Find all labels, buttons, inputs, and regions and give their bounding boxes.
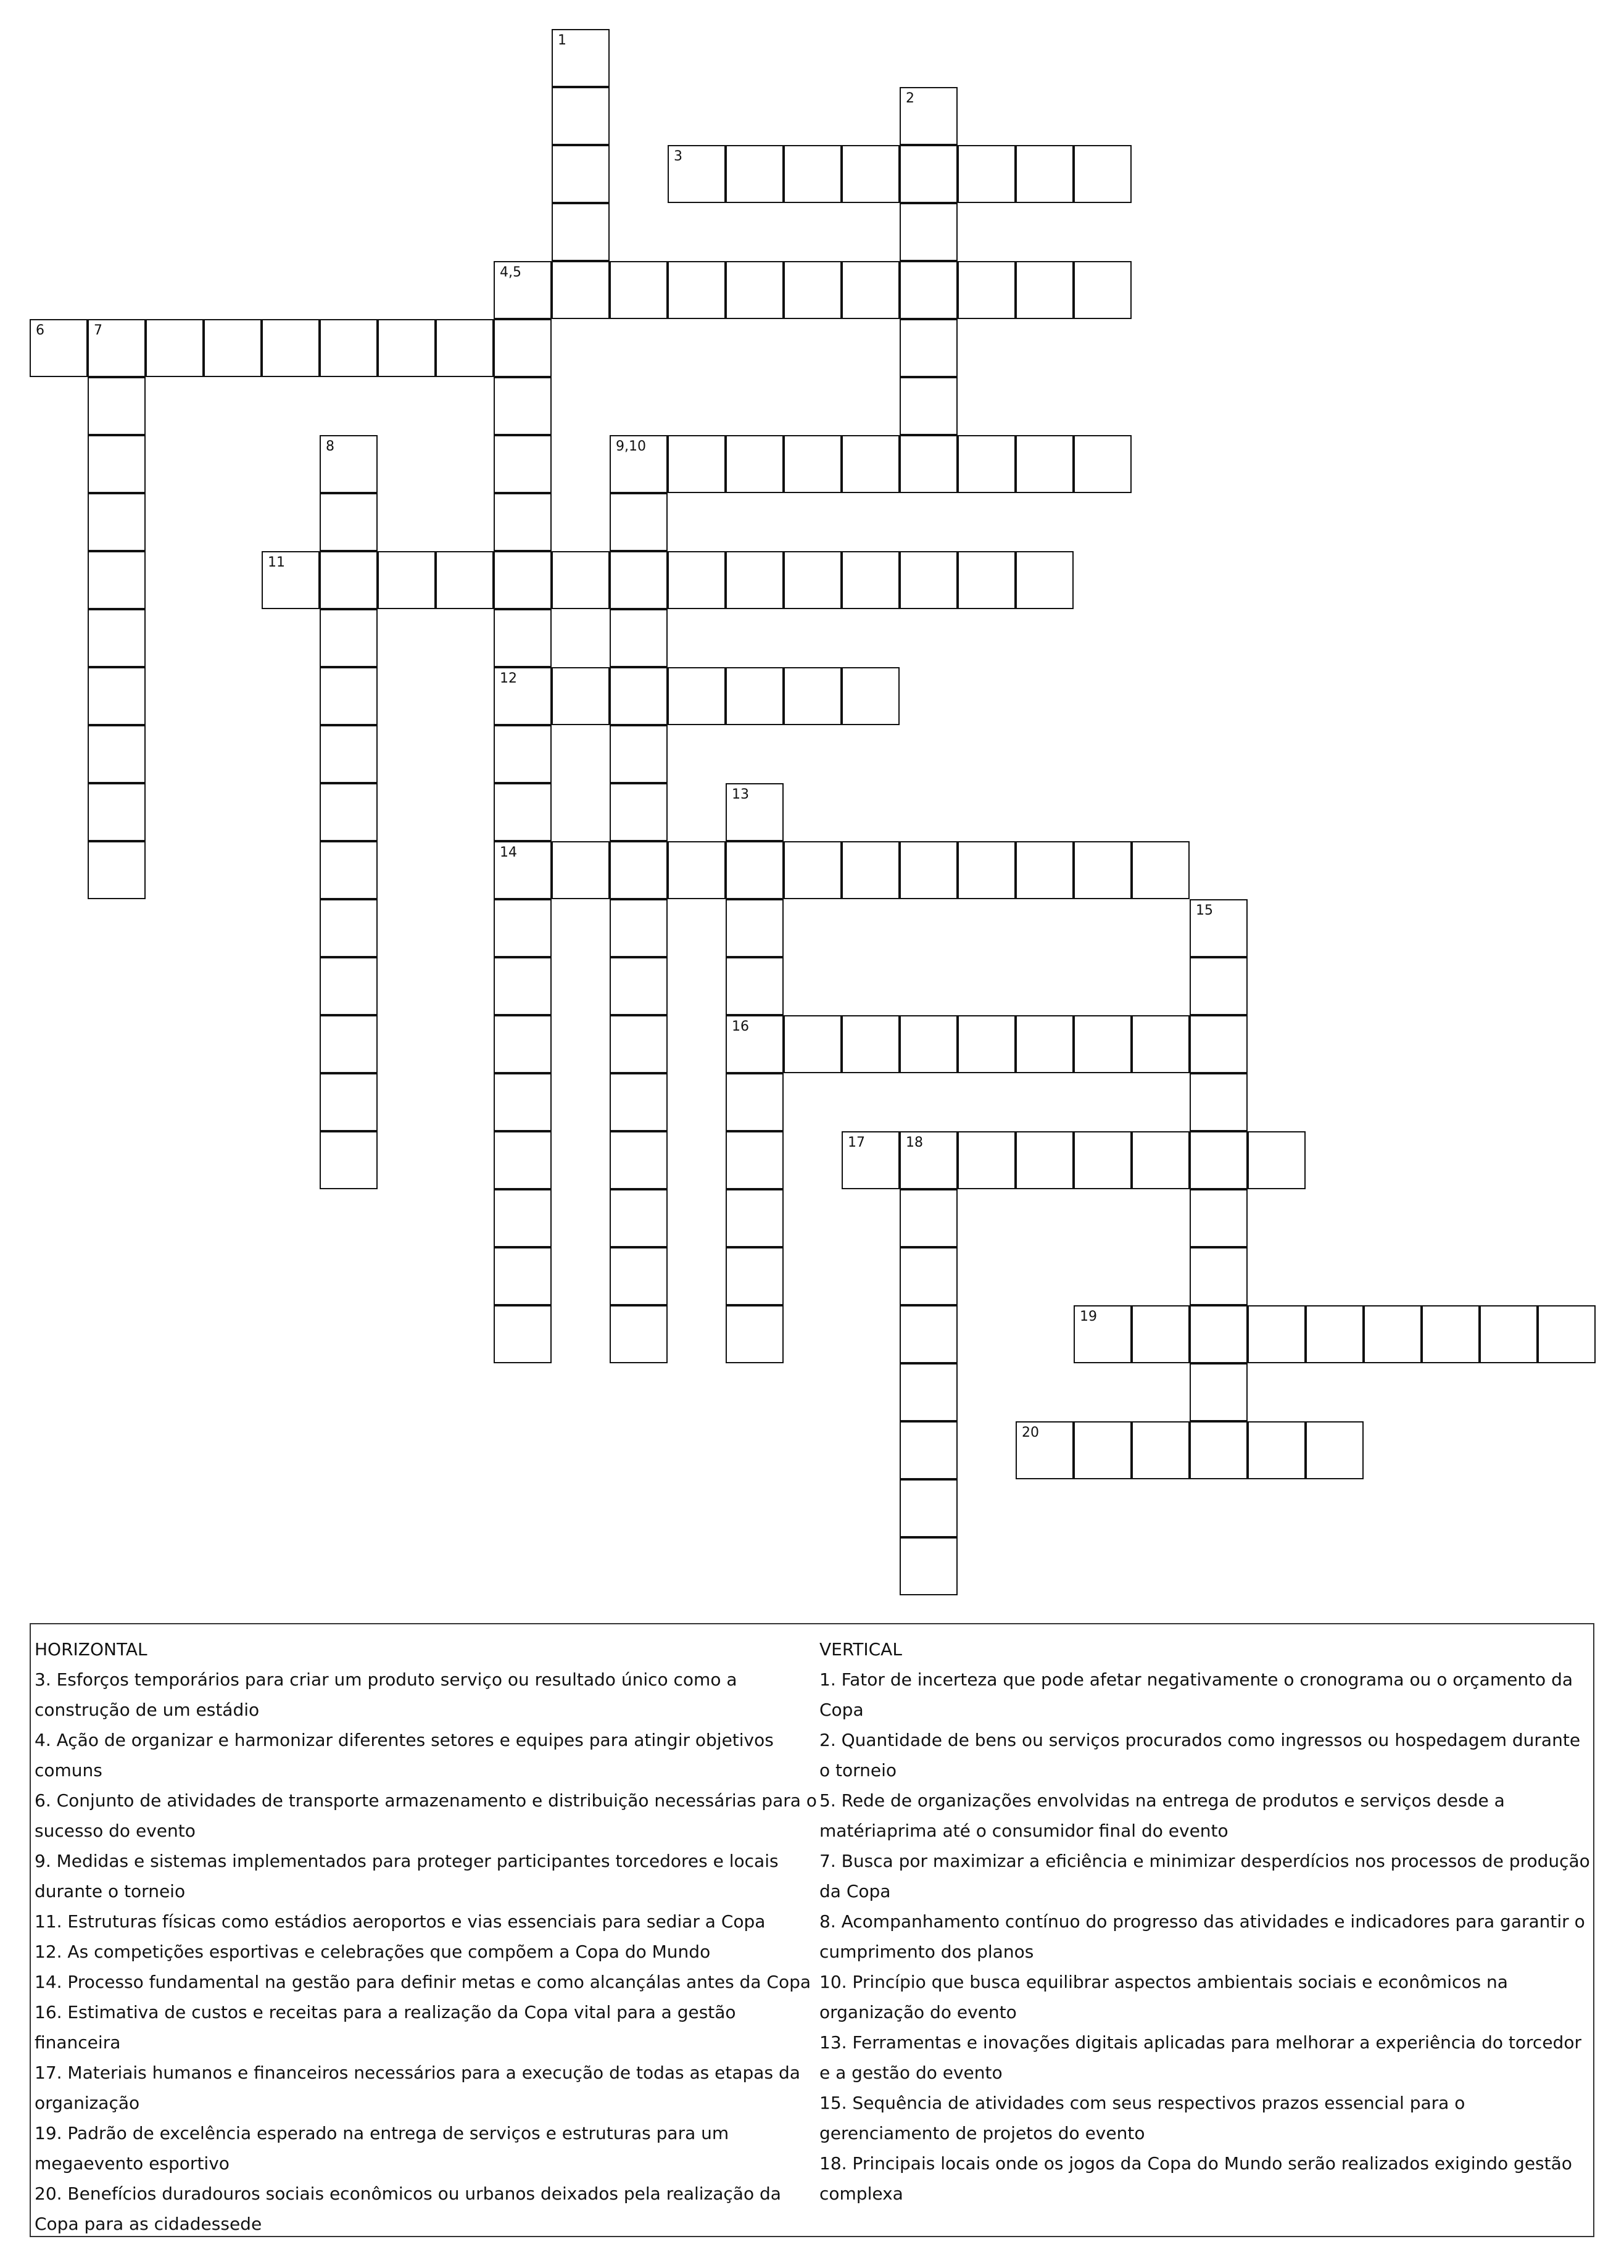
grid-cell[interactable] [1074,1015,1132,1073]
grid-cell[interactable] [1016,551,1074,609]
clue-number: 9,10 [616,439,646,454]
grid-cell[interactable] [900,203,958,261]
grid-cell[interactable] [88,783,146,841]
clue-horizontal-4: 4. Ação de organizar e harmonizar diferentes setores e equipes para atingir objetivos comuns [35,1730,774,1780]
grid-cell[interactable] [88,435,146,493]
clue-number: 6 [36,323,44,338]
clue-vertical-2: 2. Quantidade de bens ou serviços procurados como ingressos ou hospedagem durante o torneio [819,1730,1581,1780]
grid-cell[interactable] [1016,145,1074,203]
grid-cell[interactable] [1190,1305,1248,1363]
grid-cell[interactable] [494,1305,552,1363]
grid-cell[interactable] [494,1131,552,1189]
grid-cell[interactable] [958,261,1016,319]
grid-cell[interactable] [494,957,552,1015]
grid-cell[interactable] [610,1247,668,1305]
clue-horizontal-19: 19. Padrão de excelência esperado na entrega de serviços e estruturas para um megaevento esportivo [35,2123,729,2174]
grid-cell[interactable] [494,841,552,899]
grid-cell[interactable] [610,1305,668,1363]
grid-cell[interactable] [610,783,668,841]
grid-cell[interactable] [784,435,842,493]
grid-cell[interactable] [1074,1131,1132,1189]
grid-cell[interactable] [494,435,552,493]
grid-cell[interactable] [900,1015,958,1073]
grid-cell[interactable] [1016,1131,1074,1189]
grid-cell[interactable] [320,319,378,377]
grid-cell[interactable] [378,319,436,377]
grid-cell[interactable] [1190,1363,1248,1421]
grid-cell[interactable] [1480,1305,1538,1363]
grid-cell[interactable] [1074,841,1132,899]
grid-cell[interactable] [436,319,494,377]
clue-number: 16 [732,1019,749,1034]
clue-vertical-7: 7. Busca por maximizar a eficiência e minimizar desperdícios nos processos de produção da Copa [819,1851,1590,1901]
grid-cell[interactable] [1074,145,1132,203]
grid-cell[interactable] [900,435,958,493]
grid-cell[interactable] [1190,1073,1248,1131]
grid-cell[interactable] [726,1073,784,1131]
grid-cell[interactable] [1016,1421,1074,1479]
grid-cell[interactable] [610,957,668,1015]
grid-cell[interactable] [320,435,378,493]
grid-cell[interactable] [726,261,784,319]
grid-cell[interactable] [494,783,552,841]
grid-cell[interactable] [320,609,378,667]
grid-cell[interactable] [1132,1305,1190,1363]
grid-cell[interactable] [610,261,668,319]
grid-cell[interactable] [1538,1305,1596,1363]
grid-cell[interactable] [552,29,610,87]
grid-cell[interactable] [958,1015,1016,1073]
clue-horizontal-16: 16. Estimativa de custos e receitas para a realização da Copa vital para a gestão financeira [35,2002,736,2053]
grid-cell[interactable] [610,1189,668,1247]
grid-cell[interactable] [494,725,552,783]
clue-horizontal-11: 11. Estruturas físicas como estádios aeroportos e vias essenciais para sediar a Copa [35,1911,766,1932]
grid-cell[interactable] [900,261,958,319]
grid-cell[interactable] [726,1131,784,1189]
grid-cell[interactable] [784,667,842,725]
grid-cell[interactable] [726,667,784,725]
clue-number: 20 [1022,1425,1039,1440]
clue-number: 17 [848,1135,865,1150]
grid-cell[interactable] [784,551,842,609]
grid-cell[interactable] [726,1247,784,1305]
grid-cell[interactable] [668,551,726,609]
grid-cell[interactable] [494,899,552,957]
grid-cell[interactable] [726,1305,784,1363]
grid-cell[interactable] [1190,1131,1248,1189]
clue-number: 12 [500,671,517,686]
grid-cell[interactable] [958,841,1016,899]
grid-cell[interactable] [494,261,552,319]
grid-cell[interactable] [1248,1305,1306,1363]
clue-number: 7 [94,323,102,338]
grid-cell[interactable] [88,493,146,551]
grid-cell[interactable] [204,319,262,377]
grid-cell[interactable] [784,261,842,319]
clue-number: 3 [674,149,682,164]
grid-cell[interactable] [726,1189,784,1247]
clue-horizontal-14: 14. Processo fundamental na gestão para definir metas e como alcançálas antes da Copa [35,1972,811,1992]
grid-cell[interactable] [552,87,610,145]
grid-cell[interactable] [668,667,726,725]
grid-cell[interactable] [726,841,784,899]
grid-cell[interactable] [610,609,668,667]
grid-cell[interactable] [668,841,726,899]
grid-cell[interactable] [1422,1305,1480,1363]
grid-cell[interactable] [784,1015,842,1073]
clue-vertical-13: 13. Ferramentas e inovações digitais aplicadas para melhorar a experiência do torcedor e a gestão do evento [819,2032,1581,2083]
grid-cell[interactable] [900,841,958,899]
grid-cell[interactable] [900,1421,958,1479]
grid-cell[interactable] [320,841,378,899]
grid-cell[interactable] [262,551,320,609]
grid-cell[interactable] [610,1015,668,1073]
clues-panel [30,1623,1594,2237]
clue-vertical-5: 5. Rede de organizações envolvidas na entrega de produtos e serviços desde a matériaprima até o consumidor final do evento [819,1790,1505,1841]
grid-cell[interactable] [88,667,146,725]
clue-number: 1 [558,33,566,48]
vertical-heading: VERTICAL [819,1639,902,1659]
clue-horizontal-6: 6. Conjunto de atividades de transporte armazenamento e distribuição necessárias para o sucesso do evento [35,1790,817,1841]
clue-number: 13 [732,787,749,802]
grid-cell[interactable] [320,899,378,957]
grid-cell[interactable] [494,493,552,551]
grid-cell[interactable] [88,551,146,609]
grid-cell[interactable] [552,261,610,319]
grid-cell[interactable] [842,1015,900,1073]
grid-cell[interactable] [726,145,784,203]
grid-cell[interactable] [1132,1421,1190,1479]
grid-cell[interactable] [726,435,784,493]
clue-number: 2 [906,91,914,106]
grid-cell[interactable] [1306,1421,1364,1479]
clue-number: 18 [906,1135,923,1150]
grid-cell[interactable] [668,261,726,319]
grid-cell[interactable] [88,377,146,435]
grid-cell[interactable] [1132,1131,1190,1189]
grid-cell[interactable] [900,1247,958,1305]
grid-cell[interactable] [1190,1247,1248,1305]
grid-cell[interactable] [1016,841,1074,899]
clue-horizontal-12: 12. As competições esportivas e celebrações que compõem a Copa do Mundo [35,1942,711,1962]
grid-cell[interactable] [1074,261,1132,319]
clue-number: 4,5 [500,265,521,280]
vertical-clues [819,1634,1591,2209]
grid-cell[interactable] [262,319,320,377]
grid-cell[interactable] [900,1363,958,1421]
grid-cell[interactable] [726,1015,784,1073]
clue-vertical-10: 10. Princípio que busca equilibrar aspectos ambientais sociais e econômicos na organização do evento [819,1972,1508,2022]
grid-cell[interactable] [842,551,900,609]
grid-cell[interactable] [1306,1305,1364,1363]
clue-number: 15 [1196,903,1213,918]
grid-cell[interactable] [88,725,146,783]
grid-cell[interactable] [1132,1015,1190,1073]
grid-cell[interactable] [1074,1421,1132,1479]
grid-cell[interactable] [494,609,552,667]
grid-cell[interactable] [726,899,784,957]
grid-cell[interactable] [494,1189,552,1247]
grid-cell[interactable] [552,145,610,203]
grid-cell[interactable] [494,551,552,609]
grid-cell[interactable] [842,145,900,203]
grid-cell[interactable] [88,319,146,377]
grid-cell[interactable] [958,145,1016,203]
grid-cell[interactable] [1016,261,1074,319]
grid-cell[interactable] [320,1015,378,1073]
grid-cell[interactable] [1248,1421,1306,1479]
grid-cell[interactable] [378,551,436,609]
grid-cell[interactable] [900,377,958,435]
grid-cell[interactable] [1190,1189,1248,1247]
grid-cell[interactable] [1248,1131,1306,1189]
grid-cell[interactable] [610,1073,668,1131]
grid-cell[interactable] [900,319,958,377]
grid-cell[interactable] [320,493,378,551]
grid-cell[interactable] [726,551,784,609]
grid-cell[interactable] [320,725,378,783]
grid-cell[interactable] [494,667,552,725]
clue-horizontal-3: 3. Esforços temporários para criar um produto serviço ou resultado único como a construção de um estádio [35,1669,737,1720]
clue-vertical-15: 15. Sequência de atividades com seus respectivos prazos essencial para o gerenciamento de projetos do evento [819,2093,1465,2143]
grid-cell[interactable] [610,667,668,725]
clue-vertical-8: 8. Acompanhamento contínuo do progresso das atividades e indicadores para garantir o cumprimento dos planos [819,1911,1585,1962]
clue-vertical-18: 18. Principais locais onde os jogos da Copa do Mundo serão realizados exigindo gestão complexa [819,2153,1572,2204]
grid-cell[interactable] [436,551,494,609]
grid-cell[interactable] [900,551,958,609]
grid-cell[interactable] [726,783,784,841]
grid-cell[interactable] [610,493,668,551]
grid-cell[interactable] [1190,899,1248,957]
grid-cell[interactable] [842,841,900,899]
grid-cell[interactable] [1190,1015,1248,1073]
grid-cell[interactable] [320,1131,378,1189]
grid-cell[interactable] [552,667,610,725]
grid-cell[interactable] [1074,1305,1132,1363]
grid-cell[interactable] [842,435,900,493]
grid-cell[interactable] [958,1131,1016,1189]
grid-cell[interactable] [842,261,900,319]
grid-cell[interactable] [900,87,958,145]
grid-cell[interactable] [494,1015,552,1073]
grid-cell[interactable] [958,435,1016,493]
grid-cell[interactable] [842,1131,900,1189]
clue-number: 14 [500,845,517,860]
grid-cell[interactable] [552,203,610,261]
grid-cell[interactable] [668,435,726,493]
grid-cell[interactable] [610,435,668,493]
grid-cell[interactable] [610,551,668,609]
grid-cell[interactable] [552,551,610,609]
clue-number: 11 [268,555,285,570]
grid-cell[interactable] [494,1247,552,1305]
clue-number: 19 [1080,1309,1097,1324]
grid-cell[interactable] [900,1537,958,1595]
horizontal-clues [35,1634,818,2239]
clue-number: 8 [326,439,334,454]
grid-cell[interactable] [900,1189,958,1247]
horizontal-heading: HORIZONTAL [35,1639,147,1659]
grid-cell[interactable] [494,377,552,435]
clue-vertical-1: 1. Fator de incerteza que pode afetar negativamente o cronograma ou o orçamento da Copa [819,1669,1573,1720]
grid-cell[interactable] [1016,435,1074,493]
grid-cell[interactable] [320,667,378,725]
grid-cell[interactable] [784,841,842,899]
grid-cell[interactable] [610,1131,668,1189]
grid-cell[interactable] [842,667,900,725]
clue-horizontal-20: 20. Benefícios duradouros sociais econômicos ou urbanos deixados pela realização da Copa para as cidadessede [35,2183,781,2234]
grid-cell[interactable] [784,145,842,203]
grid-cell[interactable] [494,319,552,377]
grid-cell[interactable] [1016,1015,1074,1073]
grid-cell[interactable] [1132,841,1190,899]
grid-cell[interactable] [668,145,726,203]
grid-cell[interactable] [900,1479,958,1537]
grid-cell[interactable] [1364,1305,1422,1363]
grid-cell[interactable] [320,783,378,841]
grid-cell[interactable] [320,957,378,1015]
grid-cell[interactable] [552,841,610,899]
grid-cell[interactable] [610,841,668,899]
grid-cell[interactable] [320,1073,378,1131]
grid-cell[interactable] [900,145,958,203]
clue-horizontal-9: 9. Medidas e sistemas implementados para proteger participantes torcedores e locais durante o torneio [35,1851,779,1901]
grid-cell[interactable] [494,1073,552,1131]
grid-cell[interactable] [146,319,204,377]
grid-cell[interactable] [30,319,88,377]
clue-horizontal-17: 17. Materiais humanos e financeiros necessários para a execução de todas as etapas da organização [35,2062,800,2113]
grid-cell[interactable] [900,1305,958,1363]
grid-cell[interactable] [900,1131,958,1189]
grid-cell[interactable] [88,609,146,667]
grid-cell[interactable] [610,899,668,957]
grid-cell[interactable] [958,551,1016,609]
grid-cell[interactable] [1074,435,1132,493]
grid-cell[interactable] [1190,1421,1248,1479]
grid-cell[interactable] [320,551,378,609]
grid-cell[interactable] [88,841,146,899]
grid-cell[interactable] [610,725,668,783]
grid-cell[interactable] [726,957,784,1015]
grid-cell[interactable] [1190,957,1248,1015]
